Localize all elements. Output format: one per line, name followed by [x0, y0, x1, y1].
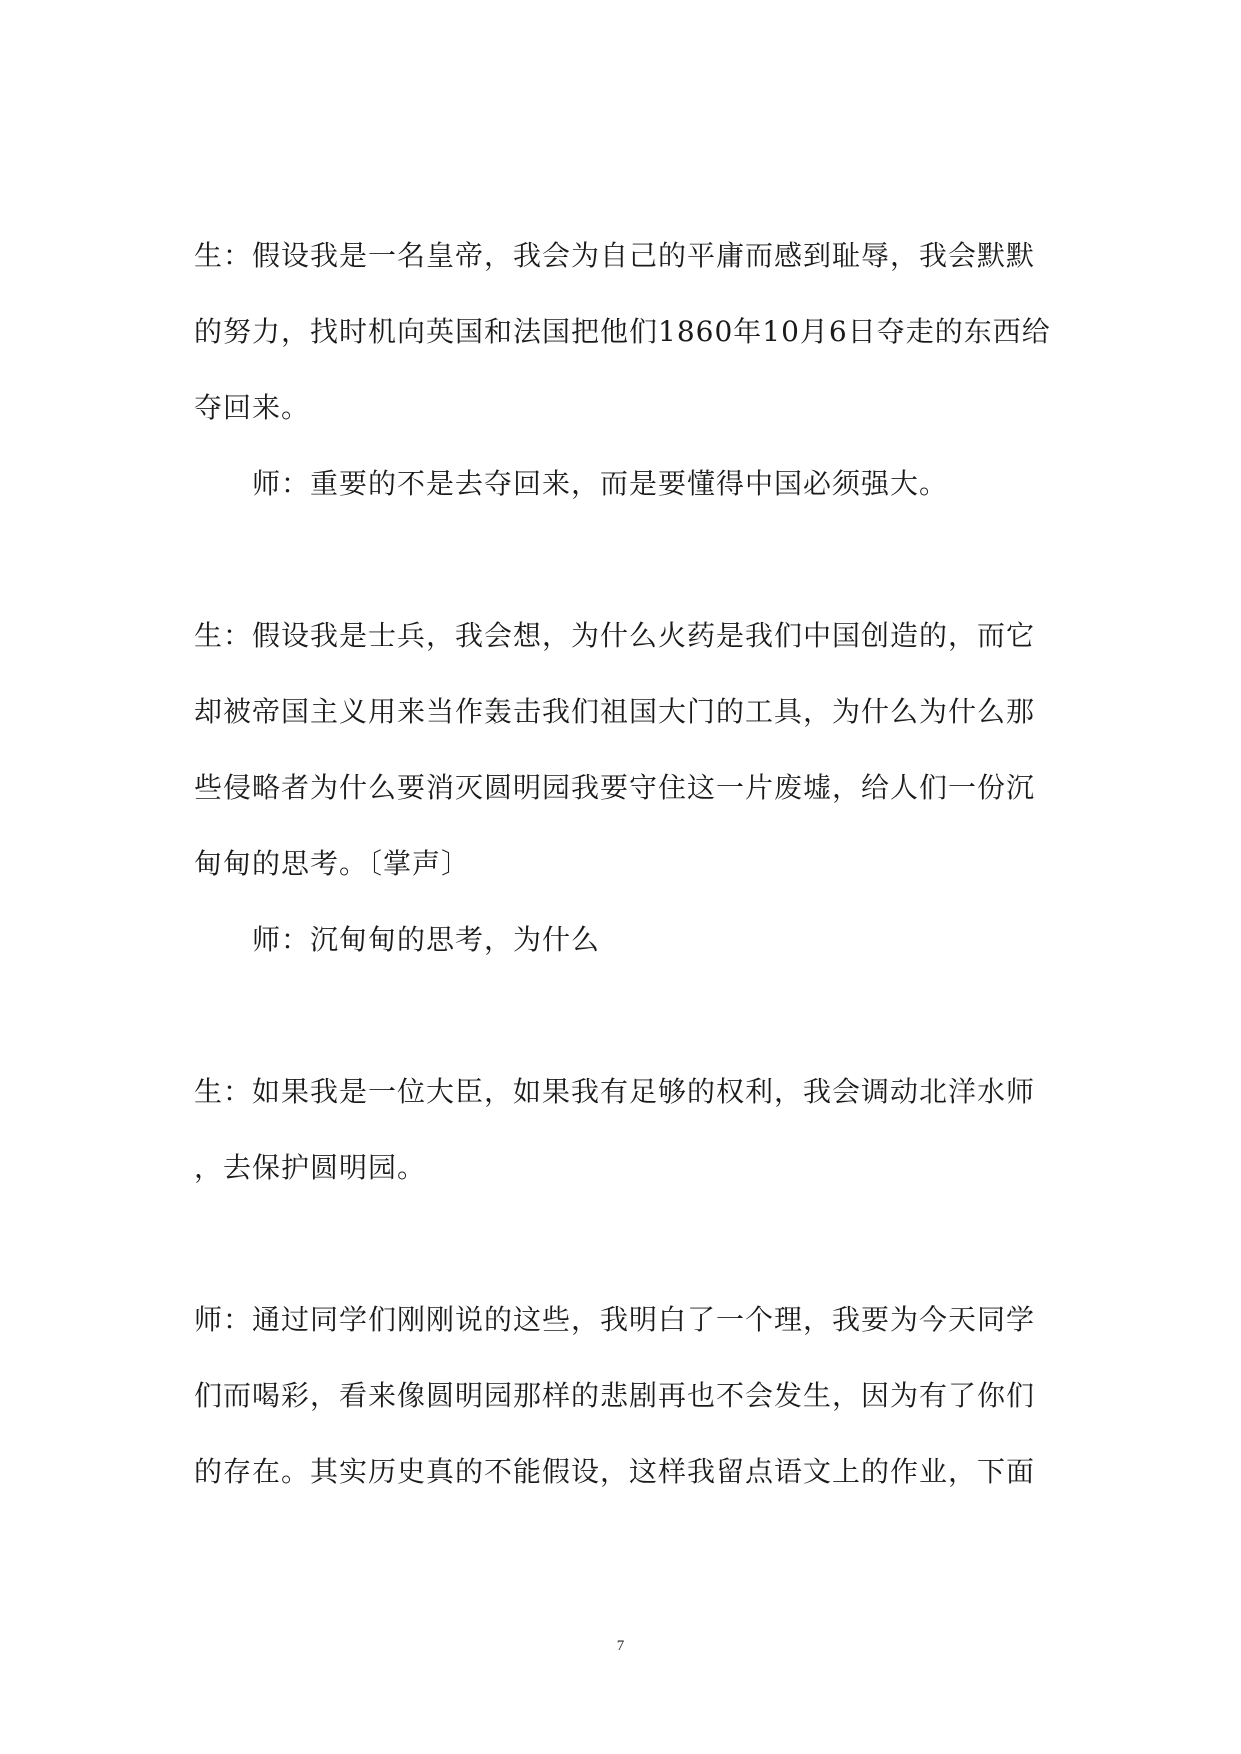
- paragraph-line: 的存在。其实历史真的不能假设，这样我留点语文上的作业，下面: [194, 1455, 1036, 1488]
- paragraph-line: 生：如果我是一位大臣，如果我有足够的权利，我会调动北洋水师: [194, 1075, 1036, 1108]
- paragraph-line: 些侵略者为什么要消灭圆明园我要守住这一片废墟，给人们一份沉: [194, 771, 1036, 804]
- paragraph-line: 却被帝国主义用来当作轰击我们祖国大门的工具，为什么为什么那: [194, 695, 1036, 728]
- paragraph-line: 师：重要的不是去夺回来，而是要懂得中国必须强大。: [252, 467, 949, 500]
- paragraph-line: 师：沉甸甸的思考，为什么: [252, 923, 601, 956]
- paragraph-line: 的努力，找时机向英国和法国把他们1860年10月6日夺走的东西给: [194, 315, 1051, 348]
- paragraph-line: 甸甸的思考。〔掌声〕: [194, 847, 471, 880]
- paragraph-line: 夺回来。: [194, 391, 311, 424]
- paragraph-line: 师：通过同学们刚刚说的这些，我明白了一个理，我要为今天同学: [194, 1303, 1036, 1336]
- paragraph-line: 们而喝彩，看来像圆明园那样的悲剧再也不会发生，因为有了你们: [194, 1379, 1036, 1412]
- paragraph-line: 生：假设我是一名皇帝，我会为自己的平庸而感到耻辱，我会默默: [194, 239, 1036, 272]
- page-number: 7: [616, 1638, 625, 1654]
- paragraph-line: ，去保护圆明园。: [194, 1151, 427, 1184]
- paragraph-line: 生：假设我是士兵，我会想，为什么火药是我们中国创造的，而它: [194, 619, 1036, 652]
